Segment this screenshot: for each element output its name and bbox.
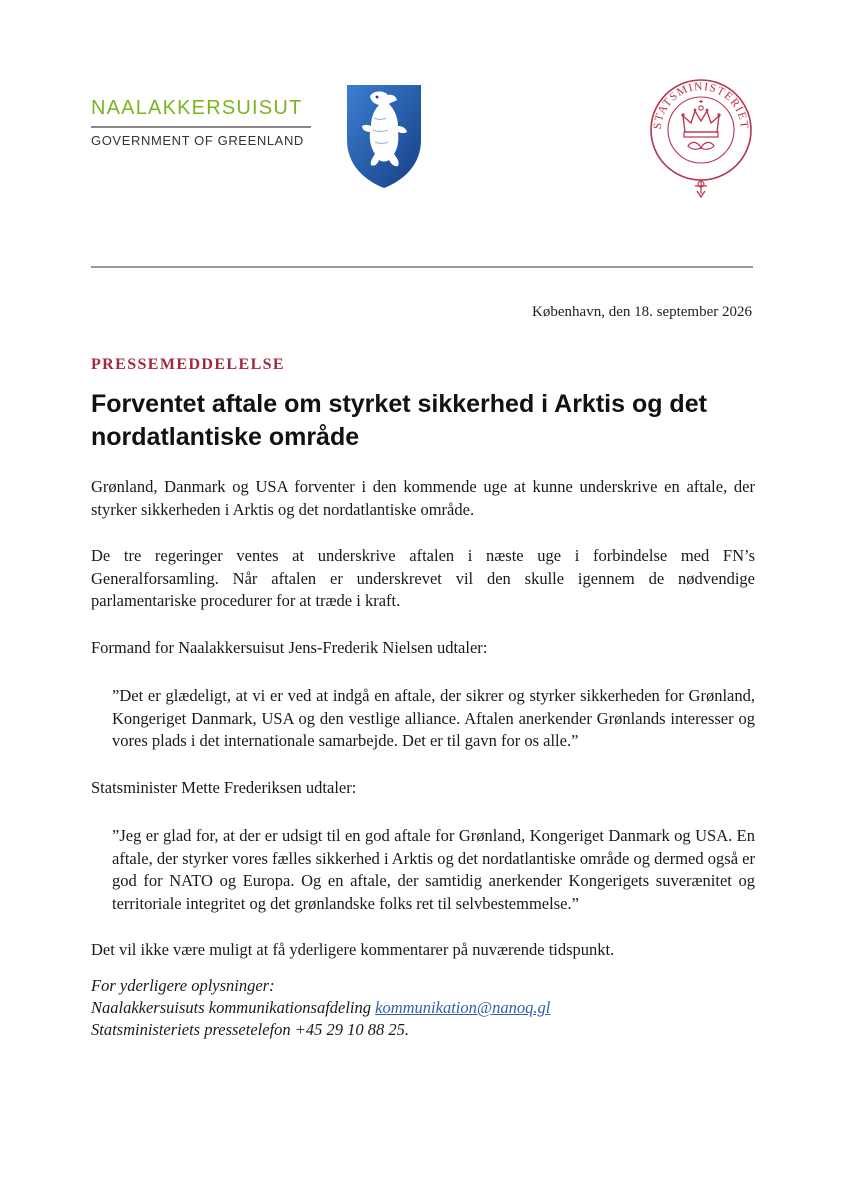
- date-line: København, den 18. september 2026: [532, 304, 752, 320]
- email-link[interactable]: kommunikation@nanoq.gl: [375, 998, 551, 1017]
- logo-rule: [91, 126, 311, 128]
- quote-nielsen: ”Det er glædeligt, at vi er ved at indgå en aftale, der sikrer og styrker sikkerheden for Grønland, Kongeriget Danmark, USA og den vestlige alliance. Aftalen anerkender Grønlands interesser og vores plads i det internationale samarbejde. Det er til gavn for os alle.”: [112, 686, 755, 750]
- paragraph-intro: Grønland, Danmark og USA forventer i den kommende uge at kunne underskrive en aftale, der styrker sikkerheden i Arktis og det nordatlantiske område.: [91, 477, 755, 519]
- contact-line-nanoq: [91, 997, 755, 1019]
- seal-text: STATSMINISTERIET: [651, 80, 751, 130]
- contact-line-phone: Statsministeriets pressetelefon +45 29 10 88 25.: [91, 1020, 410, 1039]
- paragraph-nielsen-intro: Formand for Naalakkersuisut Jens-Frederik Nielsen udtaler:: [91, 637, 488, 657]
- press-release-label: PRESSEMEDDELELSE: [91, 356, 286, 373]
- contact-heading: For yderligere oplysninger:: [91, 976, 275, 995]
- naalakkersuisut-logo: [91, 97, 311, 148]
- paragraph-no-comment: Det vil ikke være muligt at få yderligere kommentarer på nuværende tidspunkt.: [91, 940, 615, 959]
- greenland-polar-bear-shield-icon: [344, 82, 424, 190]
- quote-frederiksen: ”Jeg er glad for, at der er udsigt til en god aftale for Grønland, Kongeriget Danmark og USA. En aftale, der styrker vores fælles sikkerhed i Arktis og det nordatlantiske område og dermed også er god for NATO og Europa. Og en aftale, der samtidig anerkender Kongerigets suverænitet og territoriale integritet og det grønlandske folks ret til selvbestemmelse.”: [112, 826, 755, 913]
- naalakkersuisut-name: NAALAKKERSUISUT: [91, 97, 303, 119]
- contact-footer: [91, 975, 755, 1041]
- contact-department: Naalakkersuisuts kommunikationsafdeling: [91, 998, 376, 1017]
- paragraph-signing: De tre regeringer ventes at underskrive aftalen i næste uge i forbindelse med FN’s Generalforsamling. Når aftalen er underskrevet vil den skulle igennem de nødvendige parlamentariske procedurer for at træde i kraft.: [91, 546, 755, 610]
- headline: Forventet aftale om styrket sikkerhed i Arktis og det nordatlantiske område: [91, 390, 707, 451]
- government-subtitle: GOVERNMENT OF GREENLAND: [91, 133, 304, 148]
- statsministeriet-crown-seal-icon: [648, 72, 754, 204]
- press-release-body: [91, 476, 755, 986]
- header-divider: [91, 266, 753, 268]
- paragraph-frederiksen-intro: Statsminister Mette Frederiksen udtaler:: [91, 777, 357, 797]
